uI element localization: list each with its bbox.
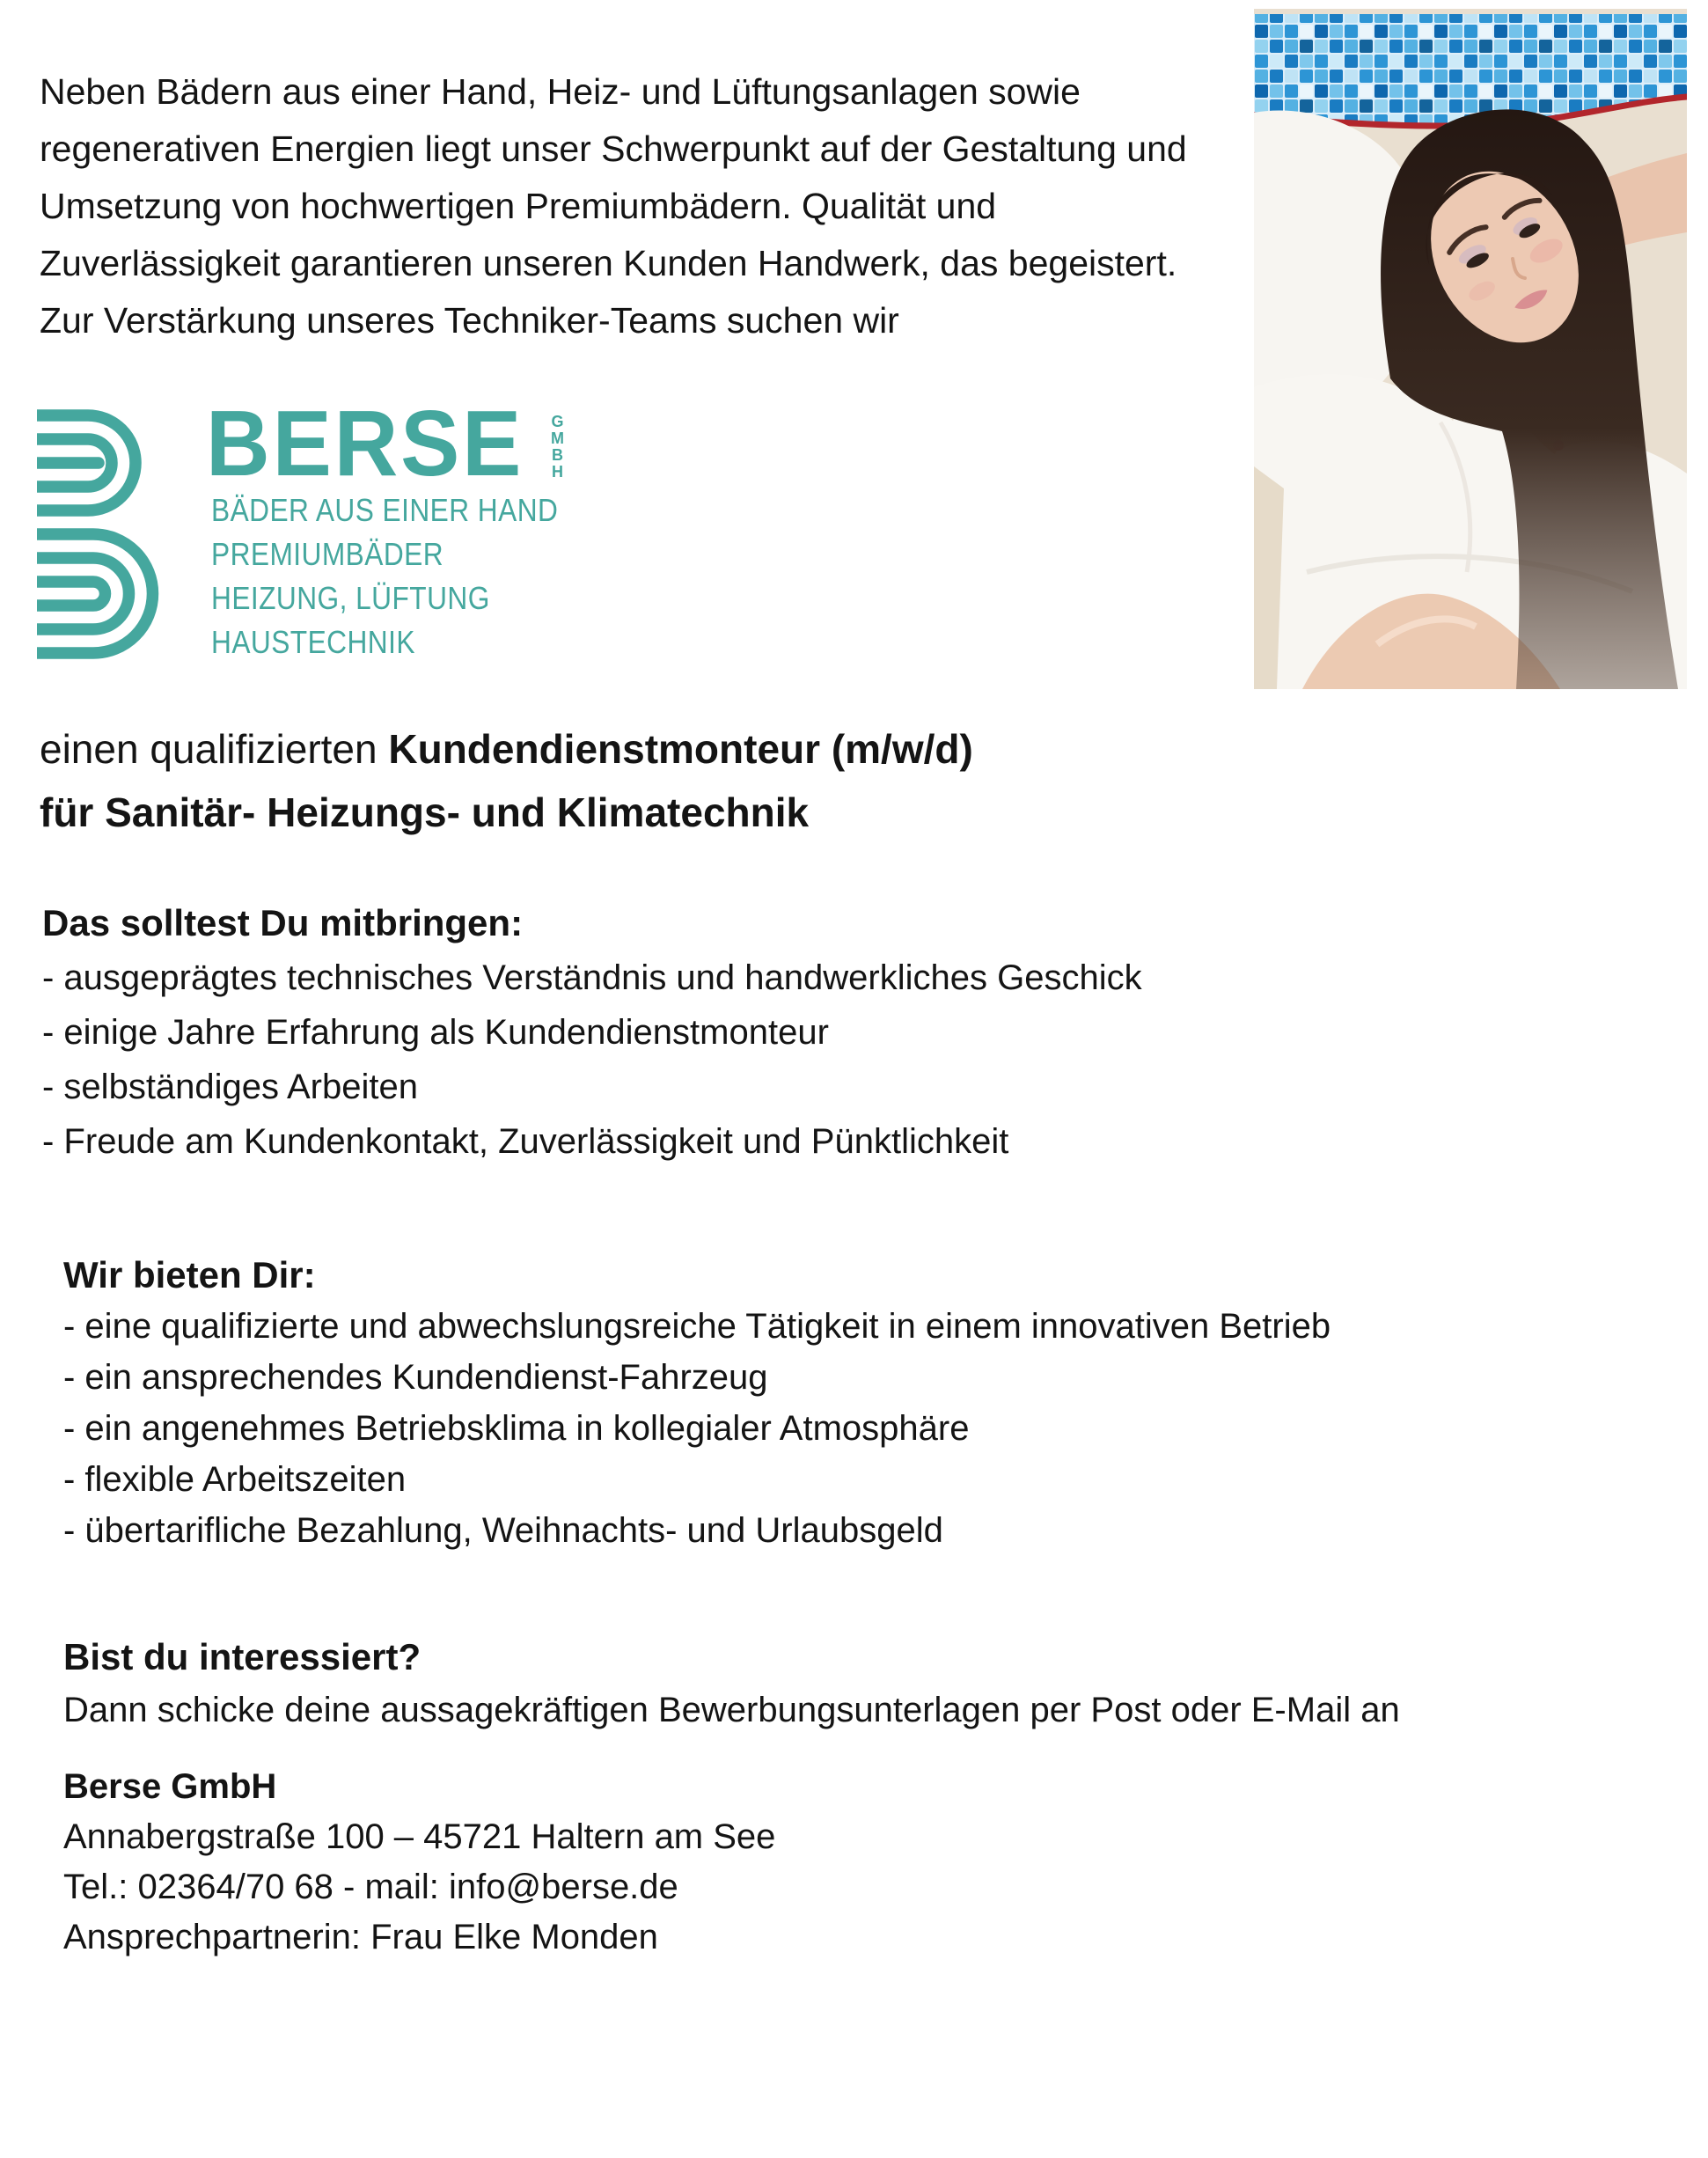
job-title [40, 717, 973, 844]
offers-heading: Wir bieten Dir: [63, 1254, 316, 1296]
tagline: PREMIUMBÄDER [211, 536, 444, 572]
tagline: BÄDER AUS EINER HAND [211, 492, 559, 528]
intro-line: Umsetzung von hochwertigen Premiumbädern. Qualität und [40, 186, 997, 226]
spa-photo-illustration [1254, 9, 1687, 689]
intro-line: regenerativen Energien liegt unser Schwerpunkt auf der Gestaltung und [40, 128, 1187, 169]
company-logo [37, 392, 882, 664]
contact-address: Annabergstraße 100 – 45721 Haltern am See [63, 1817, 776, 1856]
gmbh-letter: H [552, 463, 563, 481]
job-title-prefix: einen qualifizierten [40, 726, 389, 772]
intro-paragraph [40, 63, 1187, 349]
offers-list [63, 1301, 1330, 1556]
spa-photo [1254, 9, 1687, 689]
tagline: HAUSTECHNIK [211, 624, 415, 660]
job-title-role: Kundendienstmonteur (m/w/d) [388, 726, 973, 772]
requirement-item: - einige Jahre Erfahrung als Kundendienstmonteur [42, 1013, 829, 1052]
contact-block [63, 1762, 775, 1963]
interested-body: Dann schicke deine aussagekräftigen Bewerbungsunterlagen per Post oder E-Mail an [63, 1691, 1400, 1729]
interested-heading: Bist du interessiert? [63, 1636, 422, 1677]
offer-item: - ein ansprechendes Kundendienst-Fahrzeug [63, 1358, 768, 1397]
berse-b-monogram-icon [37, 409, 160, 659]
contact-company: Berse GmbH [63, 1767, 277, 1806]
offer-item: - flexible Arbeitszeiten [63, 1460, 407, 1499]
intro-line: Neben Bädern aus einer Hand, Heiz- und Lüftungsanlagen sowie [40, 71, 1081, 112]
requirements-heading: Das solltest Du mitbringen: [42, 902, 524, 943]
brand-taglines [211, 488, 558, 664]
intro-line: Zuverlässigkeit garantieren unseren Kunden Handwerk, das begeistert. [40, 243, 1177, 283]
offer-item: - übertarifliche Bezahlung, Weihnachts- und Urlaubsgeld [63, 1511, 943, 1550]
intro-line: Zur Verstärkung unseres Techniker-Teams suchen wir [40, 300, 899, 341]
gmbh-letter: G [551, 413, 564, 430]
requirement-item: - ausgeprägtes technisches Verständnis und handwerkliches Geschick [42, 958, 1142, 997]
offer-item: - ein angenehmes Betriebsklima in kollegialer Atmosphäre [63, 1409, 970, 1448]
requirements-list [42, 951, 1142, 1169]
job-title-line1 [40, 717, 973, 781]
gmbh-letter: B [552, 446, 563, 464]
tagline: HEIZUNG, LÜFTUNG [211, 580, 490, 616]
brand-wordmark: BERSE [206, 392, 524, 495]
requirement-item: - selbständiges Arbeiten [42, 1068, 418, 1106]
offer-item: - eine qualifizierte und abwechslungsreiche Tätigkeit in einem innovativen Betrieb [63, 1307, 1331, 1346]
brand-gmbh-suffix [551, 414, 564, 481]
gmbh-letter: M [551, 429, 564, 447]
contact-phone-mail: Tel.: 02364/70 68 - mail: info@berse.de [63, 1868, 678, 1906]
job-title-line2: für Sanitär- Heizungs- und Klimatechnik [40, 789, 810, 835]
requirement-item: - Freude am Kundenkontakt, Zuverlässigkeit und Pünktlichkeit [42, 1122, 1009, 1161]
contact-person: Ansprechpartnerin: Frau Elke Monden [63, 1918, 658, 1956]
